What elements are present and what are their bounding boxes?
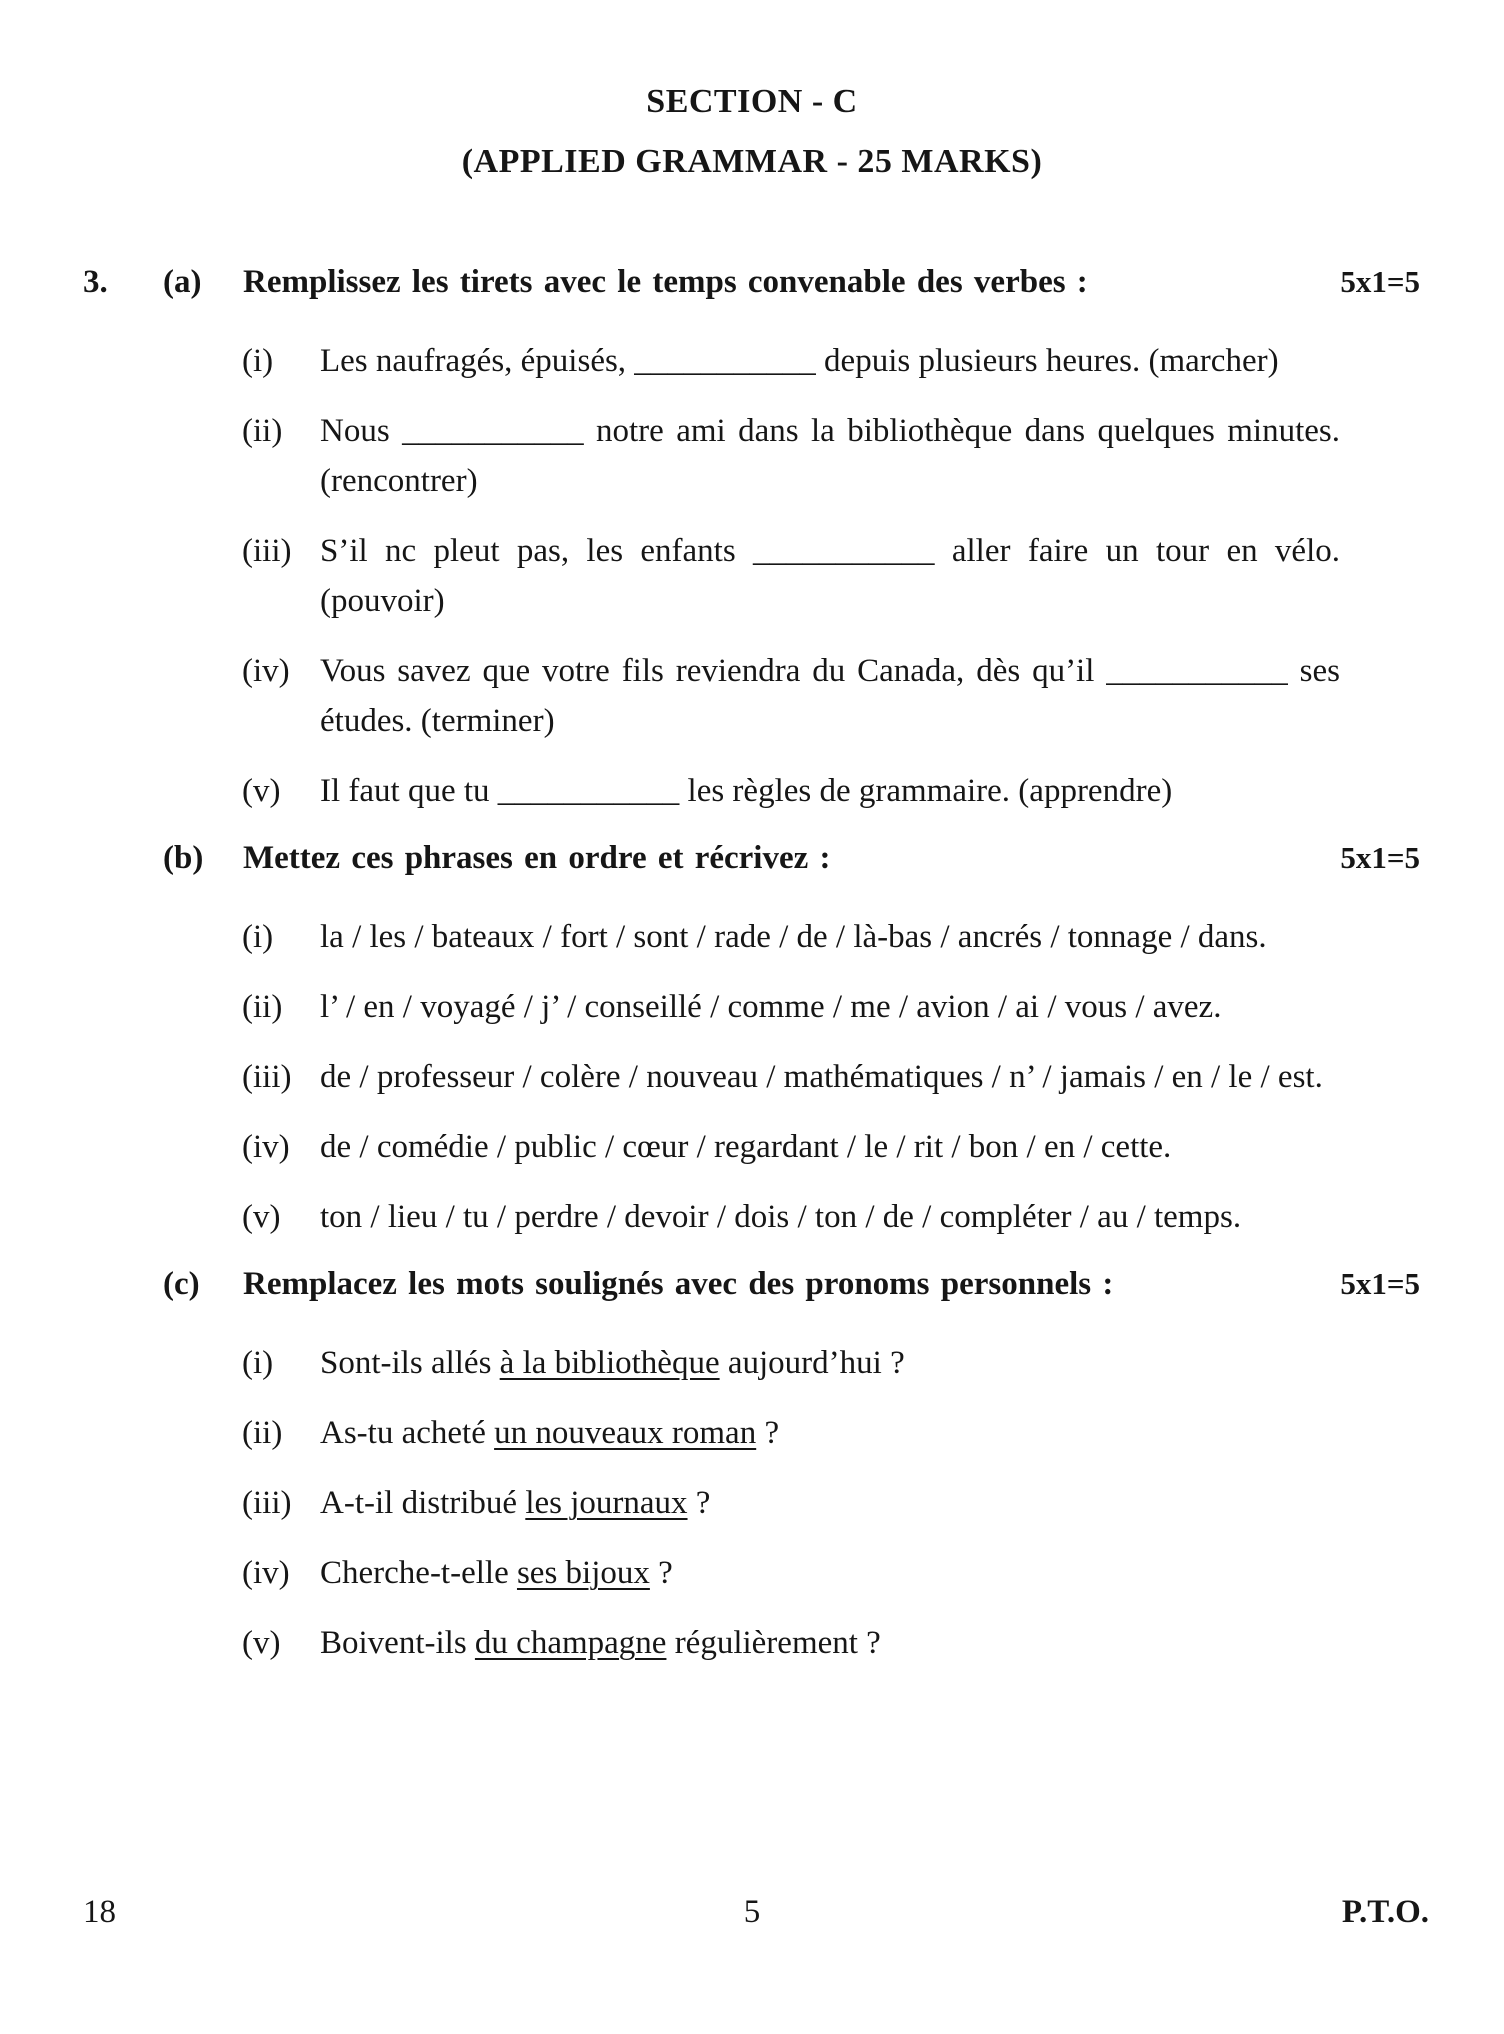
item-number: (iii) xyxy=(242,1059,292,1095)
item-a-i xyxy=(242,336,1340,386)
item-text-post: aujourd’hui ? xyxy=(719,1345,905,1381)
item-number: (i) xyxy=(242,343,274,379)
item-c-iii xyxy=(242,1478,1340,1528)
item-a-ii xyxy=(242,406,1340,506)
paper-code: 18 xyxy=(83,1894,116,1930)
item-number: (ii) xyxy=(242,1415,283,1451)
subquestion-b-letter: (b) xyxy=(163,840,204,876)
item-text: ton / lieu / tu / perdre / devoir / dois / ton / de / compléter / au / temps. xyxy=(320,1199,1242,1235)
item-b-iii xyxy=(242,1052,1340,1102)
page-number: 5 xyxy=(743,1894,761,1930)
item-text-post: ? xyxy=(687,1485,711,1521)
item-c-ii xyxy=(242,1408,1340,1458)
subquestion-a-marks: 5x1=5 xyxy=(1340,264,1420,299)
item-c-i xyxy=(242,1338,1340,1388)
item-text-post: ? xyxy=(649,1555,673,1591)
subquestion-c-letter: (c) xyxy=(163,1266,200,1302)
item-number: (ii) xyxy=(242,413,283,449)
section-title: SECTION - C xyxy=(646,83,858,120)
item-text-post: régulièrement ? xyxy=(666,1625,881,1661)
item-b-iv xyxy=(242,1122,1340,1172)
item-number: (iii) xyxy=(242,533,292,569)
item-number: (v) xyxy=(242,1199,281,1235)
subquestion-b-title: Mettez ces phrases en ordre et récrivez : xyxy=(243,840,831,876)
subquestion-a-letter: (a) xyxy=(163,264,202,300)
page-footer xyxy=(0,1892,1504,1932)
item-b-i xyxy=(242,912,1340,962)
item-text xyxy=(320,1478,1340,1528)
underlined-phrase: ses bijoux xyxy=(516,1555,650,1591)
item-number: (v) xyxy=(242,773,281,809)
item-text: de / professeur / colère / nouveau / mathématiques / n’ / jamais / en / le / est. xyxy=(320,1059,1323,1095)
item-a-iii xyxy=(242,526,1340,626)
item-c-iv xyxy=(242,1548,1340,1598)
item-c-v xyxy=(242,1618,1340,1668)
item-text-pre: Boivent-ils xyxy=(320,1625,475,1661)
item-number: (iv) xyxy=(242,1129,290,1165)
subquestion-a-heading xyxy=(0,260,1504,304)
item-text: Nous ___________ notre ami dans la bibliothèque dans quelques minutes. (rencontrer) xyxy=(320,413,1340,499)
section-subtitle: (APPLIED GRAMMAR - 25 MARKS) xyxy=(461,143,1043,180)
item-number: (i) xyxy=(242,919,274,955)
item-text xyxy=(320,1338,1340,1388)
item-text: l’ / en / voyagé / j’ / conseillé / comme / me / avion / ai / vous / avez. xyxy=(320,989,1222,1025)
subquestion-c-marks: 5x1=5 xyxy=(1340,1266,1420,1301)
item-b-v xyxy=(242,1192,1340,1242)
item-text xyxy=(320,1618,1340,1668)
item-b-ii xyxy=(242,982,1340,1032)
item-number: (iv) xyxy=(242,1555,290,1591)
item-text xyxy=(320,1548,1340,1598)
item-a-iv xyxy=(242,646,1340,746)
item-text-pre: Sont-ils allés xyxy=(320,1345,500,1381)
subquestion-b-marks: 5x1=5 xyxy=(1340,840,1420,875)
item-number: (v) xyxy=(242,1625,281,1661)
question-number: 3. xyxy=(83,264,108,300)
item-text-pre: Cherche-t-elle xyxy=(320,1555,517,1591)
item-number: (iv) xyxy=(242,653,290,689)
pto-label: P.T.O. xyxy=(1341,1894,1429,1930)
item-text-pre: A-t-il distribué xyxy=(320,1485,526,1521)
underlined-phrase: les journaux xyxy=(525,1485,688,1521)
item-a-v xyxy=(242,766,1340,816)
item-number: (i) xyxy=(242,1345,274,1381)
underlined-phrase: à la bibliothèque xyxy=(499,1345,720,1381)
item-number: (iii) xyxy=(242,1485,292,1521)
item-text: de / comédie / public / cœur / regardant / le / rit / bon / en / cette. xyxy=(320,1129,1172,1165)
item-text-post: ? xyxy=(756,1415,780,1451)
item-text: la / les / bateaux / fort / sont / rade / de / là-bas / ancrés / tonnage / dans. xyxy=(320,919,1267,955)
subquestion-c-heading xyxy=(0,1262,1504,1306)
underlined-phrase: du champagne xyxy=(474,1625,667,1661)
subquestion-b-heading xyxy=(0,836,1504,880)
subquestion-a-title: Remplissez les tirets avec le temps convenable des verbes : xyxy=(243,264,1088,300)
item-number: (ii) xyxy=(242,989,283,1025)
underlined-phrase: un nouveaux roman xyxy=(494,1415,757,1451)
subquestion-c-title: Remplacez les mots soulignés avec des pronoms personnels : xyxy=(243,1266,1114,1302)
item-text-pre: As-tu acheté xyxy=(320,1415,495,1451)
item-text: Il faut que tu ___________ les règles de grammaire. (apprendre) xyxy=(320,773,1173,809)
item-text: Les naufragés, épuisés, ___________ depuis plusieurs heures. (marcher) xyxy=(320,343,1279,379)
item-text: S’il nc pleut pas, les enfants ___________ aller faire un tour en vélo. (pouvoir) xyxy=(320,533,1340,619)
item-text xyxy=(320,1408,1340,1458)
item-text: Vous savez que votre fils reviendra du Canada, dès qu’il ___________ ses études. (terminer) xyxy=(320,653,1340,739)
